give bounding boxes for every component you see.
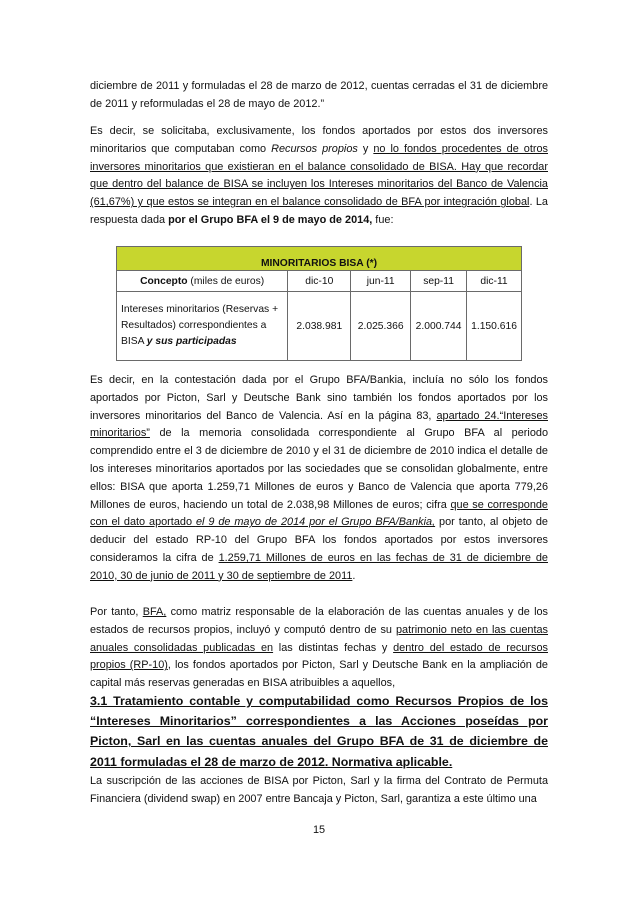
p2-text-3: y — [357, 142, 374, 155]
p3-underlined-cifra: 1.259,71 Millones de euros en las fechas de 31 de diciembre de 2010, 30 de junio de 2011 y 30 de septiembre de 2011 — [90, 551, 548, 582]
p4-text-5: las distintas fechas y — [273, 641, 394, 654]
p3-text-3: de la memoria consolidada correspondiente al Grupo BFA al periodo comprendido entre el 3 de diciembre de 2010 y el 31 de diciembre de 2010 indica el detalle de los intereses minoritarios aportados por las sociedades que se consolidan globalmente, entre ellos: BISA que aporta 1.259,71 Millones de euros y Banco de Valencia que aporta 779,26 Millones de euros, haciendo un total de 2.038,98 Millones de euros; cifra — [90, 427, 548, 511]
row-label-emphasis: y sus participadas — [146, 336, 237, 347]
p4-text-7: , los fondos aportados por Picton, Sarl y Deutsche Bank en la ampliación de capital más reservas generadas en BISA atribuibles a aquellos, — [90, 659, 548, 690]
column-header: sep-11 — [411, 271, 467, 292]
table-cell: 2.025.366 — [351, 292, 411, 361]
paragraph-suscripcion: La suscripción de las acciones de BISA por Picton, Sarl y la firma del Contrato de Permuta Financiera (dividend swap) en 2007 entre Bancaja y Picton, Sarl, garantiza a este último una — [90, 775, 548, 805]
paragraph-intro: diciembre de 2011 y formuladas el 28 de marzo de 2012, cuentas cerradas el 31 de diciembre de 2011 y reformuladas el 28 de mayo de 2012.” — [90, 80, 548, 110]
table-cell: 2.038.981 — [288, 292, 351, 361]
p2-bold-date: por el Grupo BFA el 9 de mayo de 2014, — [168, 213, 373, 226]
row-label — [117, 292, 288, 361]
p3-apartado-ref: apartado 24.“Intereses minoritarios” — [90, 409, 548, 440]
section-heading — [90, 691, 548, 772]
p3-text-6: por tanto, al objeto de deducir del estado RP-10 del Grupo BFA los fondos aportados por estos inversores consideramos la cifra de — [90, 516, 548, 564]
concept-label: Concepto — [140, 275, 188, 287]
paragraph-answer — [90, 372, 548, 586]
section-heading-text: 3.1 Tratamiento contable y computabilidad como Recursos Propios de los “Intereses Minoritarios” correspondientes a las Acciones poseídas por Picton, Sarl en las cuentas anuales del Grupo BFA de 31 de diciembre de 2011 formuladas el 28 de marzo de 2012. Normativa aplicable. — [90, 694, 548, 769]
table-title: MINORITARIOS BISA (*) — [117, 247, 522, 271]
minoritarios-table — [116, 246, 522, 361]
row-label-text: Intereses minoritarios (Reservas + Resultados) correspondientes a BISA — [121, 304, 279, 347]
p3-text-1: Es decir, en la contestación dada por el Grupo BFA/Bankia, incluía no sólo los fondos aportados por Picton, Sarl y Deutsche Bank sino también los fondos aportados por los inversores minoritarios del Banco de Valencia. Así en la página 83, — [90, 374, 548, 422]
p4-rp10: dentro del estado de recursos propios (RP-10) — [90, 641, 548, 672]
column-header: dic-10 — [288, 271, 351, 292]
p3-underlined-dato: que se corresponde con el dato aportado — [90, 498, 548, 529]
p4-text-3: como matriz responsable de la elaboración de las cuentas anuales y de los estados de recursos propios, incluyó y computó dentro de su — [90, 606, 549, 636]
table-header-row — [117, 271, 522, 292]
p2-recursos-propios: Recursos propios — [271, 142, 358, 155]
concept-header — [117, 271, 288, 292]
table-row — [117, 292, 522, 361]
p2-text-7: fue: — [372, 213, 394, 226]
p2-text-5: . La respuesta dada — [90, 196, 548, 226]
p4-patrimonio: patrimonio neto en las cuentas anuales consolidadas publicadas en — [90, 623, 549, 654]
p2-text-1: Es decir, se solicitaba, exclusivamente, los fondos aportados por estos dos inversores minoritarios que computaban como — [90, 125, 548, 155]
table-cell: 2.000.744 — [411, 292, 467, 361]
p2-underlined-statement: no lo fondos procedentes de otros inversores minoritarios que existieran en el balance consolidado de BISA. Hay que recordar que dentro del balance de BISA se incluyen los Intereses minoritarios del Banco de Valencia (61,67%) y que estos se integran en el balance consolidado de BFA por integración global — [90, 142, 548, 209]
table-cell: 1.150.616 — [467, 292, 522, 361]
p3-text-8: . — [352, 569, 356, 582]
paragraph-conclusion — [90, 604, 548, 693]
concept-unit: (miles de euros) — [187, 275, 265, 287]
paragraph-request — [90, 123, 548, 230]
page-number: 15 — [312, 824, 326, 836]
p3-italic-date: el 9 de mayo de 2014 por el Grupo BFA/Bankia, — [195, 516, 436, 529]
p4-bfa: BFA, — [142, 606, 167, 618]
column-header: dic-11 — [467, 271, 522, 292]
column-header: jun-11 — [351, 271, 411, 292]
p4-text-1: Por tanto, — [90, 606, 143, 618]
